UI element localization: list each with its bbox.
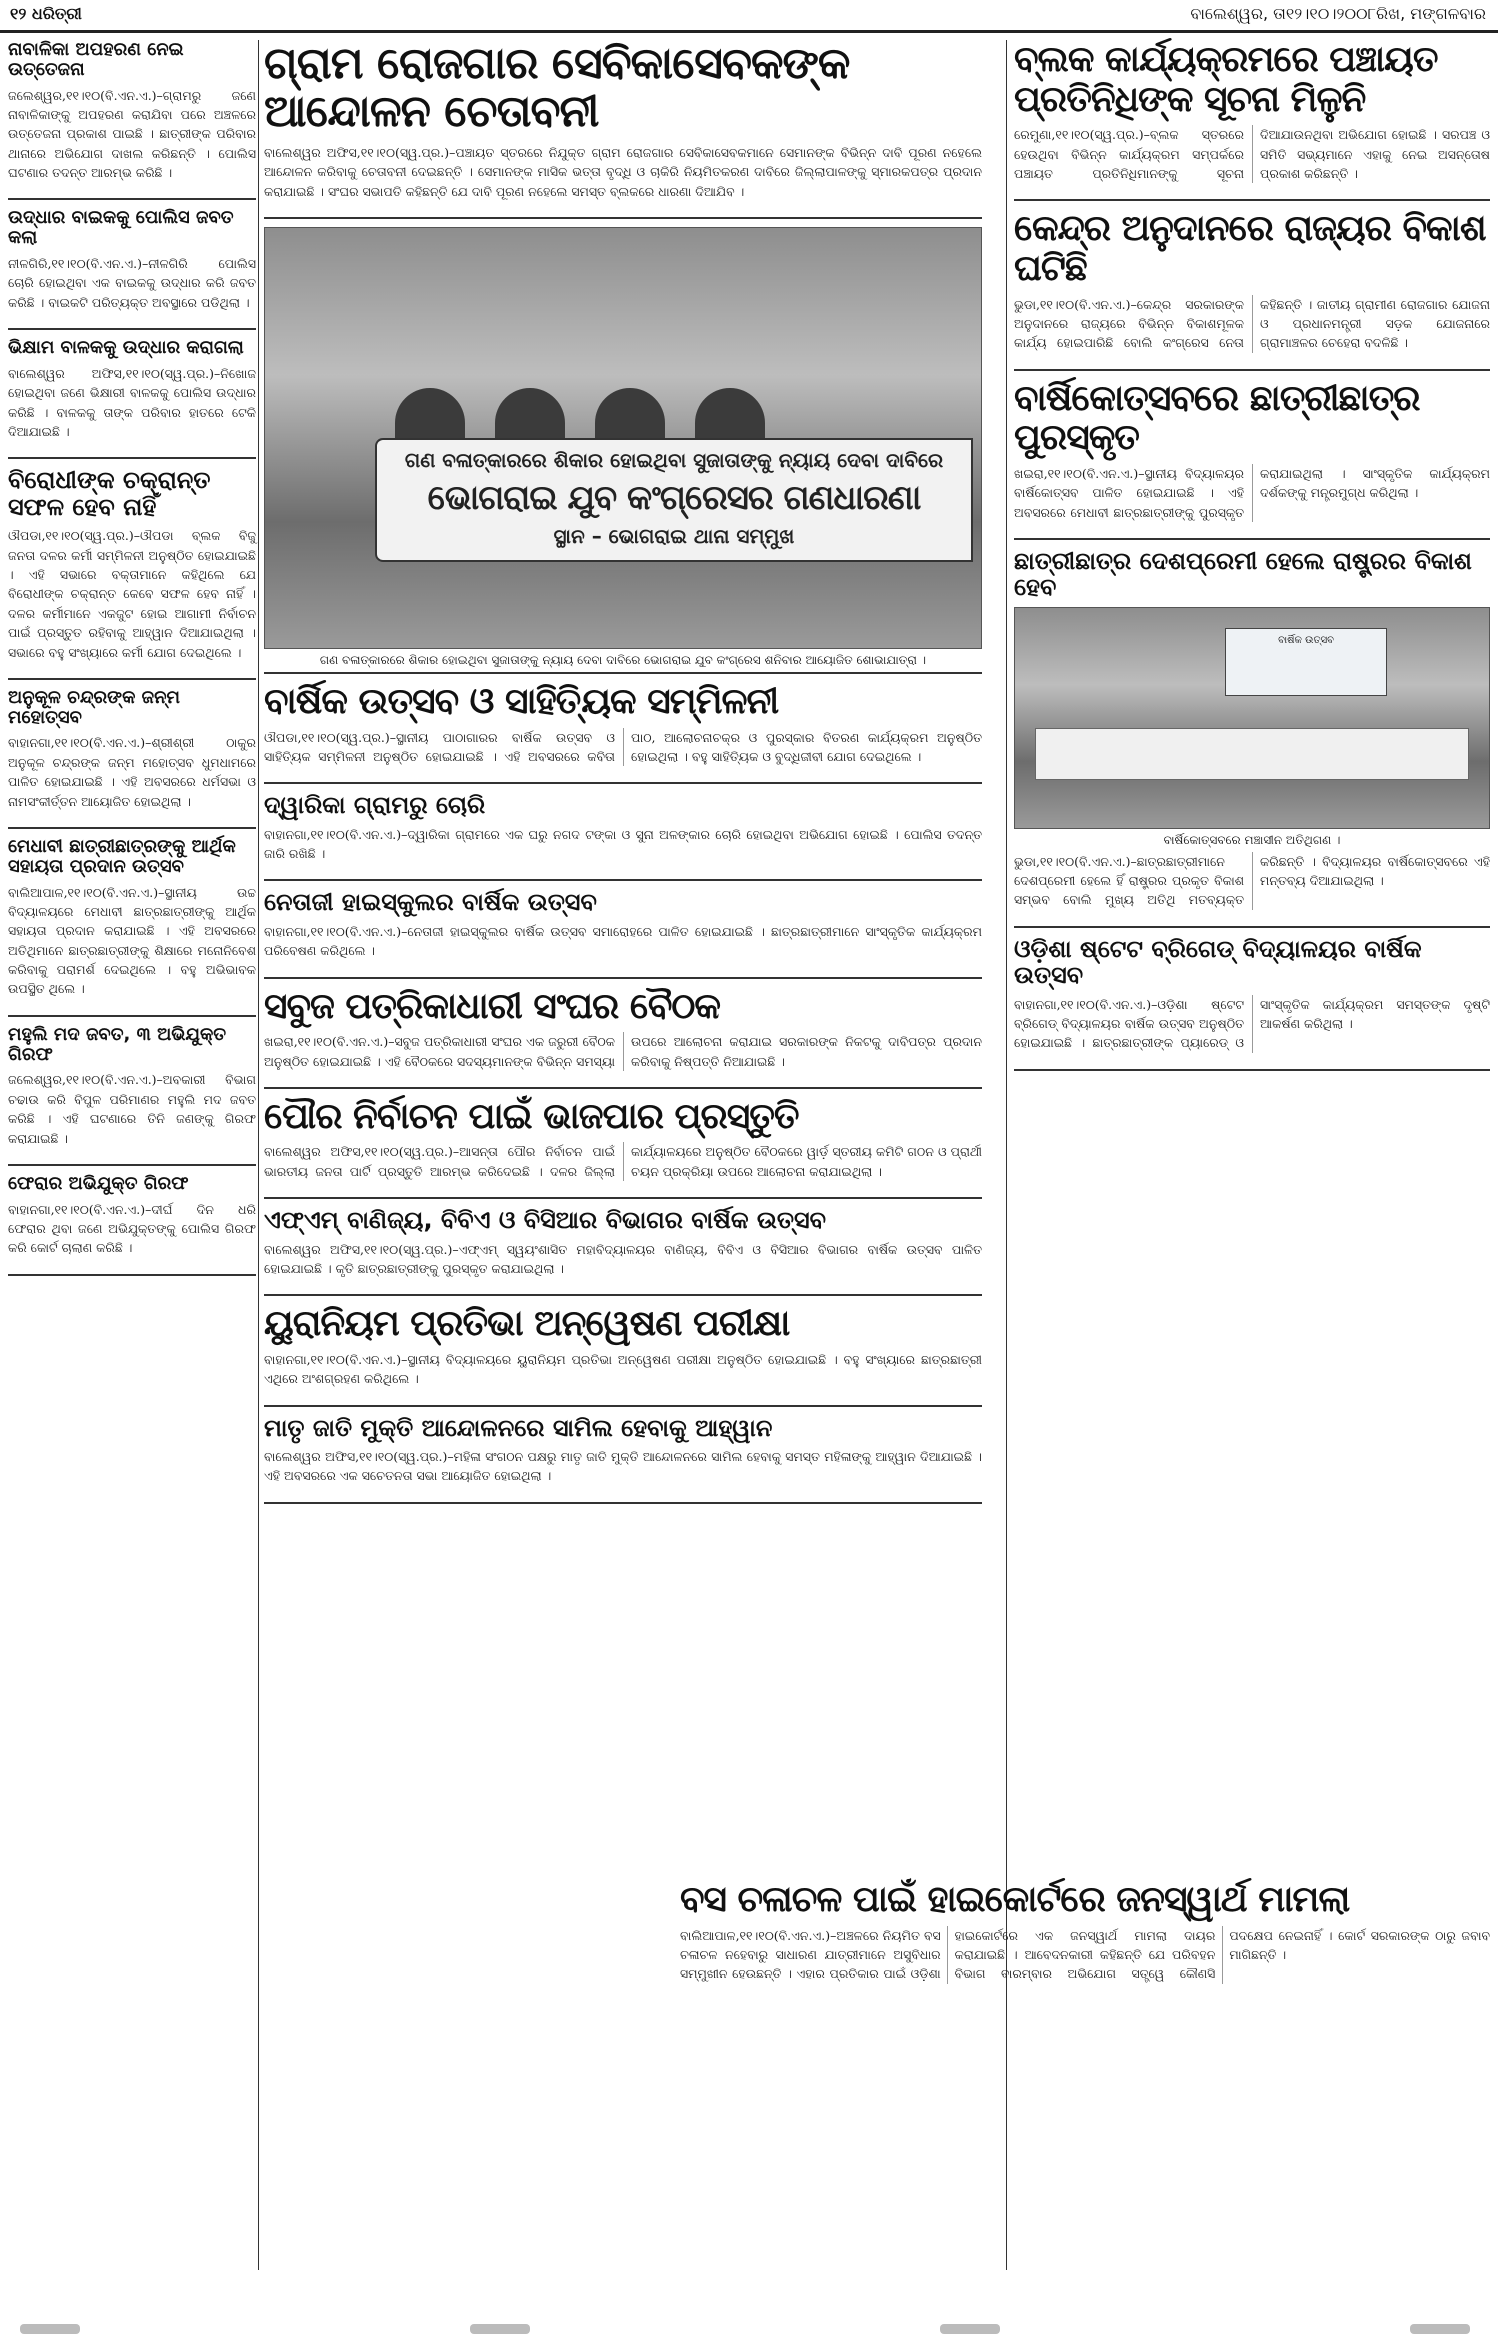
story-body: ଖଇରା,୧୧।୧୦(ବି.ଏନ.ଏ.)–ସ୍ଥାନୀୟ ବିଦ୍ୟାଳୟର ବାର୍ଷିକୋତ୍ସବ ପାଳିତ ହୋଇଯାଇଛି । ଏହି ଅବସରରେ ମେଧାବୀ ଛାତ୍ରଛାତ୍ରୀଙ୍କୁ ପୁରସ୍କୃତ କରାଯାଇଥିଲା । ସାଂସ୍କୃତିକ କାର୍ଯ୍ୟକ୍ରମ ଦର୍ଶକଙ୍କୁ ମନ୍ତ୍ରମୁଗ୍ଧ କରିଥିଲା । (1014, 465, 1490, 520)
story (264, 682, 982, 784)
story (1014, 936, 1490, 1071)
banner-line-3: ସ୍ଥାନ – ଭୋଗରାଇ ଥାନା ସମ୍ମୁଖ (553, 523, 795, 548)
story-headline: ୟୁରାନିୟମ ପ୍ରତିଭା ଅନ୍ୱେଷଣ ପରୀକ୍ଷା (264, 1303, 790, 1345)
story-body: ଖଇରା,୧୧।୧୦(ବି.ଏନ.ଏ.)–ସବୁଜ ପତ୍ରିକାଧାରୀ ସଂଘର ଏକ ଜରୁରୀ ବୈଠକ ଅନୁଷ୍ଠିତ ହୋଇଯାଇଛି । ଏହି ବୈଠକରେ ସଦସ୍ୟମାନଙ୍କ ବିଭିନ୍ନ ସମସ୍ୟା ଉପରେ ଆଲୋଚନା କରାଯାଇ ସରକାରଙ୍କ ନିକଟକୁ ଦାବିପତ୍ର ପ୍ରଦାନ କରିବାକୁ ନିଷ୍ପତ୍ତି ନିଆଯାଇଛି । (264, 1034, 982, 1069)
story-body: ବାହାନଗା,୧୧।୧୦(ବି.ଏନ.ଏ.)–ନେତାଜୀ ହାଇସ୍କୁଲର ବାର୍ଷିକ ଉତ୍ସବ ସମାରୋହରେ ପାଳିତ ହୋଇଯାଇଛି । ଛାତ୍ରଛାତ୍ରୀମାନେ ସାଂସ୍କୃତିକ କାର୍ଯ୍ୟକ୍ରମ ପରିବେଷଣ କରିଥିଲେ । (264, 923, 982, 959)
page-number-and-label (10, 4, 82, 24)
dateline: ବାଲେଶ୍ୱର, ତା୧୨।୧୦।୨୦୦୮ରିଖ, ମଙ୍ଗଳବାର (1190, 4, 1486, 23)
story-body: ଜଲେଶ୍ୱର,୧୧।୧୦(ବି.ଏନ.ଏ.)–ଅବକାରୀ ବିଭାଗ ଚଢାଉ କରି ବିପୁଳ ପରିମାଣର ମହୁଲି ମଦ ଜବତ କରିଛି । ଏହି ଘଟଣାରେ ତିନି ଜଣଙ୍କୁ ଗିରଫ କରାଯାଇଛି । (8, 1072, 256, 1146)
story-headline: ଛାତ୍ରୀଛାତ୍ର ଦେଶପ୍ରେମୀ ହେଲେ ରାଷ୍ଟ୍ରର ବିକାଶ ହେବ (1014, 546, 1472, 602)
photo-caption: ଗଣ ବଳାତ୍କାରରେ ଶିକାର ହୋଇଥିବା ସୁଜାତାଙ୍କୁ ନ୍ୟାୟ ଦେବା ଦାବିରେ ଭୋଗରାଇ ଯୁବ କଂଗ୍ରେସ ଶନିବାର ଆୟୋଜିତ ଶୋଭାଯାତ୍ରା । (264, 649, 982, 674)
rally-photo (264, 227, 982, 649)
story-body: ବାଲେଶ୍ୱର ଅଫିସ,୧୧।୧୦(ସ୍ୱ.ପ୍ର.)–ନିଖୋଜ ହୋଇଥିବା ଜଣେ ଭିକ୍ଷାରୀ ବାଳକକୁ ପୋଲିସ ଉଦ୍ଧାର କରିଛି । ବାଳକକୁ ତାଙ୍କ ପରିବାର ହାତରେ ଟେକି ଦିଆଯାଇଛି । (8, 365, 256, 440)
story-body: ବାଲିଆପାଳ,୧୧।୧୦(ବି.ଏନ.ଏ.)–ସ୍ଥାନୀୟ ଉଚ୍ଚ ବିଦ୍ୟାଳୟରେ ମେଧାବୀ ଛାତ୍ରଛାତ୍ରୀଙ୍କୁ ଆର୍ଥିକ ସହାୟତା ପ୍ରଦାନ କରାଯାଇଛି । ଏହି ଅବସରରେ ଅତିଥିମାନେ ଛାତ୍ରଛାତ୍ରୀଙ୍କୁ ଶିକ୍ଷାରେ ମନୋନିବେଶ କରିବାକୁ ପରାମର୍ଶ ଦେଇଥିଲେ । ବହୁ ଅଭିଭାବକ ଉପସ୍ଥିତ ଥିଲେ । (8, 884, 256, 997)
page-footer (0, 2320, 1498, 2334)
story-headline: ଓଡ଼ିଶା ଷ୍ଟେଟ ବ୍ରିଗେଡ୍ ବିଦ୍ୟାଳୟର ବାର୍ଷିକ ଉତ୍ସବ (1014, 934, 1422, 990)
story (1014, 548, 1490, 928)
story (8, 688, 256, 829)
stage-photo (1014, 607, 1490, 829)
story-headline: ଭିକ୍ଷାମ ବାଳକକୁ ଉଦ୍ଧାର କରାଗଲା (8, 337, 244, 359)
story (264, 1097, 982, 1199)
story-headline: ନେତାଜୀ ହାଇସ୍କୁଲର ବାର୍ଷିକ ଉତ୍ସବ (264, 888, 597, 917)
story-body: ବାହାନଗା,୧୧।୧୦(ବି.ଏନ.ଏ.)–ଶ୍ରୀଶ୍ରୀ ଠାକୁର ଅନୁକୂଳ ଚନ୍ଦ୍ରଙ୍କ ଜନ୍ମ ମହୋତ୍ସବ ଧୁମଧାମରେ ପାଳିତ ହୋଇଯାଇଛି । ଏହି ଅବସରରେ ଧର୍ମସଭା ଓ ନାମସଂକୀର୍ତ୍ତନ ଆୟୋଜିତ ହୋଇଥିଲା । (8, 735, 256, 809)
left-column (8, 40, 256, 1284)
story (1014, 209, 1490, 370)
story (8, 338, 256, 459)
story-body: ବାହାନଗା,୧୧।୧୦(ବି.ଏନ.ଏ.)–ଓଡ଼ିଶା ଷ୍ଟେଟ ବ୍ରିଗେଡ୍ ବିଦ୍ୟାଳୟର ବାର୍ଷିକ ଉତ୍ସବ ଅନୁଷ୍ଠିତ ହୋଇଯାଇଛି । ଛାତ୍ରଛାତ୍ରୀଙ୍କ ପ୍ୟାରେଡ୍ ଓ ସାଂସ୍କୃତିକ କାର୍ଯ୍ୟକ୍ରମ ସମସ୍ତଙ୍କ ଦୃଷ୍ଟି ଆକର୍ଷଣ କରିଥିଲା । (1014, 996, 1490, 1051)
story (8, 1025, 256, 1166)
footer-bar (1410, 2324, 1470, 2334)
story-headline: ମେଧାବୀ ଛାତ୍ରୀଛାତ୍ରଙ୍କୁ ଆର୍ଥିକ ସହାୟତା ପ୍ରଦାନ ଉତ୍ସବ (8, 835, 236, 877)
story (1014, 379, 1490, 540)
story-body: ଜଲେଶ୍ୱର,୧୧।୧୦(ବି.ଏନ.ଏ.)–ଗ୍ରାମରୁ ଜଣେ ନାବାଳିକାଙ୍କୁ ଅପହରଣ କରାଯିବା ପରେ ଅଞ୍ଚଳରେ ଉତ୍ତେଜନା ପ୍ରକାଶ ପାଇଛି । ଛାତ୍ରୀଙ୍କ ପରିବାର ଥାନାରେ ଅଭିଯୋଗ ଦାଖଲ କରିଛନ୍ତି । ପୋଲିସ ଘଟଣାର ତଦନ୍ତ ଆରମ୍ଭ କରିଛି । (8, 87, 256, 181)
story-headline: ଦ୍ୱାରିକା ଗ୍ରାମରୁ ଚୋରି (264, 791, 486, 820)
stage-table (1035, 728, 1469, 780)
story-headline: ଫେରାର ଅଭିଯୁକ୍ତ ଗିରଫ (8, 1172, 189, 1194)
page-number: ୧୨ (10, 4, 27, 23)
story-headline: ବିରୋଧୀଙ୍କ ଚକ୍ରାନ୍ତ ସଫଳ ହେବ ନାହିଁ (8, 466, 211, 521)
story-headline: ଅନୁକୂଳ ଚନ୍ଦ୍ରଙ୍କ ଜନ୍ମ ମହୋତ୍ସବ (8, 686, 180, 728)
story-body: ଭୁଡା,୧୧।୧୦(ବି.ଏନ.ଏ.)–ଛାତ୍ରଛାତ୍ରୀମାନେ ଦେଶପ୍ରେମୀ ହେଲେ ହିଁ ରାଷ୍ଟ୍ରର ପ୍ରକୃତ ବିକାଶ ସମ୍ଭବ ବୋଲି ମୁଖ୍ୟ ଅତିଥି ମତବ୍ୟକ୍ତ କରିଛନ୍ତି । ବିଦ୍ୟାଳୟର ବାର୍ଷିକୋତ୍ସବରେ ଏହି ମନ୍ତବ୍ୟ ଦିଆଯାଇଥିଲା । (1014, 853, 1490, 908)
story (264, 987, 982, 1089)
banner-line-1: ଗଣ ବଳାତ୍କାରରେ ଶିକାର ହୋଇଥିବା ସୁଜାତାଙ୍କୁ ନ୍ୟାୟ ଦେବା ଦାବିରେ (404, 447, 944, 472)
bottom-story (680, 1880, 1490, 1992)
story-body: ଔପଡା,୧୧।୧୦(ସ୍ୱ.ପ୍ର.)–ସ୍ଥାନୀୟ ପାଠାଗାରର ବାର୍ଷିକ ଉତ୍ସବ ଓ ସାହିତ୍ୟିକ ସମ୍ମିଳନୀ ଅନୁଷ୍ଠିତ ହୋଇଯାଇଛି । ଏହି ଅବସରରେ କବିତା ପାଠ, ଆଲୋଚନାଚକ୍ର ଓ ପୁରସ୍କାର ବିତରଣ କାର୍ଯ୍ୟକ୍ରମ ଅନୁଷ୍ଠିତ ହୋଇଥିଲା । ବହୁ ସାହିତ୍ୟିକ ଓ ବୁଦ୍ଧିଜୀବୀ ଯୋଗ ଦେଇଥିଲେ । (264, 729, 982, 764)
footer-bar (940, 2324, 1000, 2334)
story (8, 40, 256, 200)
footer-bar (20, 2324, 80, 2334)
column-rule (258, 40, 259, 2270)
story-headline: ବସ ଚଳାଚଳ ପାଇଁ ହାଇକୋର୍ଟରେ ଜନସ୍ୱାର୍ଥ ମାମଲା (680, 1879, 1350, 1920)
story-body: ବାଲେଶ୍ୱର ଅଫିସ,୧୧।୧୦(ସ୍ୱ.ପ୍ର.)–ଏଫ୍‌ଏମ୍ ସ୍ୱୟଂଶାସିତ ମହାବିଦ୍ୟାଳୟର ବାଣିଜ୍ୟ, ବିବିଏ ଓ ବିସିଆର ବିଭାଗର ବାର୍ଷିକ ଉତ୍ସବ ପାଳିତ ହୋଇଯାଇଛି । କୃତି ଛାତ୍ରଛାତ୍ରୀଙ୍କୁ ପୁରସ୍କୃତ କରାଯାଇଥିଲା । (264, 1241, 982, 1276)
story-headline: ନାବାଳିକା ଅପହରଣ ନେଇ ଉତ୍ତେଜନା (8, 39, 184, 80)
lead-headline: ଗ୍ରାମ ରୋଜଗାର ସେବିକାସେବକଙ୍କ ଆନ୍ଦୋଳନ ଚେତାବନୀ (264, 38, 850, 138)
story-body: ବାଲେଶ୍ୱର ଅଫିସ,୧୧।୧୦(ସ୍ୱ.ପ୍ର.)–ମହିଳା ସଂଗଠନ ପକ୍ଷରୁ ମାତୃ ଜାତି ମୁକ୍ତି ଆନ୍ଦୋଳନରେ ସାମିଲ ହେବାକୁ ସମସ୍ତ ମହିଳାଙ୍କୁ ଆହ୍ୱାନ ଦିଆଯାଇଛି । ଏହି ଅବସରରେ ଏକ ସଚେତନତା ସଭା ଆୟୋଜିତ ହୋଇଥିଲା । (264, 1449, 982, 1484)
story-body: ବାହାନଗା,୧୧।୧୦(ବି.ଏନ.ଏ.)–ଦୀର୍ଘ ଦିନ ଧରି ଫେରାର ଥିବା ଜଣେ ଅଭିଯୁକ୍ତଙ୍କୁ ପୋଲିସ ଗିରଫ କରି କୋର୍ଟ ଚାଲାଣ କରିଛି । (8, 1201, 256, 1256)
story (8, 208, 256, 330)
footer-bar (470, 2324, 530, 2334)
story-body: ବାଲେଶ୍ୱର ଅଫିସ,୧୧।୧୦(ସ୍ୱ.ପ୍ର.)–ଆସନ୍ତା ପୌର ନିର୍ବାଚନ ପାଇଁ ଭାରତୀୟ ଜନତା ପାର୍ଟି ପ୍ରସ୍ତୁତି ଆରମ୍ଭ କରିଦେଇଛି । ଦଳର ଜିଲ୍ଲା କାର୍ଯ୍ୟାଳୟରେ ଅନୁଷ୍ଠିତ ବୈଠକରେ ୱାର୍ଡ଼ ସ୍ତରୀୟ କମିଟି ଗଠନ ଓ ପ୍ରାର୍ଥୀ ଚୟନ ପ୍ରକ୍ରିୟା ଉପରେ ଆଲୋଚନା କରାଯାଇଥିଲା । (264, 1144, 982, 1179)
story (8, 1174, 256, 1276)
story-headline: ପୌର ନିର୍ବାଚନ ପାଇଁ ଭାଜପାର ପ୍ରସ୍ତୁତି (264, 1095, 799, 1137)
story-headline: ଉଦ୍ଧାର ବାଇକକୁ ପୋଲିସ ଜବତ କଲା (8, 207, 234, 249)
center-column (264, 40, 982, 1512)
story-body: ବାହାନଗା,୧୧।୧୦(ବି.ଏନ.ଏ.)–ସ୍ଥାନୀୟ ବିଦ୍ୟାଳୟରେ ୟୁରାନିୟମ ପ୍ରତିଭା ଅନ୍ୱେଷଣ ପରୀକ୍ଷା ଅନୁଷ୍ଠିତ ହୋଇଯାଇଛି । ବହୁ ସଂଖ୍ୟାରେ ଛାତ୍ରଛାତ୍ରୀ ଏଥିରେ ଅଂଶଗ୍ରହଣ କରିଥିଲେ । (264, 1351, 982, 1387)
story-headline: ବ୍ଲକ କାର୍ଯ୍ୟକ୍ରମରେ ପଞ୍ଚାୟତ ପ୍ରତିନିଧିଙ୍କ ସୂଚନା ମିଳୁନି (1014, 39, 1438, 120)
stage-banner: ବାର୍ଷିକ ଉତ୍ସବ (1225, 628, 1387, 696)
story (264, 1304, 982, 1406)
story-body: ଭୁଡା,୧୧।୧୦(ବି.ଏନ.ଏ.)–କେନ୍ଦ୍ର ସରକାରଙ୍କ ଅନୁଦାନରେ ରାଜ୍ୟରେ ବିଭିନ୍ନ ବିକାଶମୂଳକ କାର୍ଯ୍ୟ ହୋଇପାରିଛି ବୋଲି କଂଗ୍ରେସ ନେତା କହିଛନ୍ତି । ଜାତୀୟ ଗ୍ରାମୀଣ ରୋଜଗାର ଯୋଜନା ଓ ପ୍ରଧାନମନ୍ତ୍ରୀ ସଡ଼କ ଯୋଜନାରେ ଗ୍ରାମାଞ୍ଚଳର ଚେହେରା ବଦଳିଛି । (1014, 296, 1490, 351)
story-headline: ମାତୃ ଜାତି ମୁକ୍ତି ଆନ୍ଦୋଳନରେ ସାମିଲ ହେବାକୁ ଆହ୍ୱାନ (264, 1413, 773, 1442)
photo-caption: ବାର୍ଷିକୋତ୍ସବରେ ମଞ୍ଚାସୀନ ଅତିଥିଗଣ । (1163, 832, 1341, 847)
story-headline: ସବୁଜ ପତ୍ରିକାଧାରୀ ସଂଘର ବୈଠକ (264, 985, 721, 1027)
right-column (1014, 40, 1490, 1079)
page-header (0, 0, 1498, 33)
lead-story (264, 40, 982, 219)
story (264, 792, 982, 881)
banner-line-2: ଭୋଗରାଇ ଯୁବ କଂଗ୍ରେସର ଗଣଧାରଣା (427, 477, 921, 518)
story (264, 1207, 982, 1296)
story-headline: ମହୁଲି ମଦ ଜବତ, ୩ ଅଭିଯୁକ୍ତ ଗିରଫ (8, 1023, 227, 1065)
page-label: ଧରିତ୍ରୀ (31, 4, 82, 23)
story-body: ନୀଳଗିରି,୧୧।୧୦(ବି.ଏନ.ଏ.)–ନୀଳଗିରି ପୋଲିସ ଚୋରି ହୋଇଥିବା ଏକ ବାଇକକୁ ଉଦ୍ଧାର କରି ଜବତ କରିଛି । ବାଇକଟି ପରିତ୍ୟକ୍ତ ଅବସ୍ଥାରେ ପଡିଥିଲା । (8, 256, 256, 310)
story (264, 1415, 982, 1504)
story (1014, 40, 1490, 201)
lead-body: ବାଲେଶ୍ୱର ଅଫିସ,୧୧।୧୦(ସ୍ୱ.ପ୍ର.)–ପଞ୍ଚାୟତ ସ୍ତରରେ ନିଯୁକ୍ତ ଗ୍ରାମ ରୋଜଗାର ସେବିକାସେବକମାନେ ସେମାନଙ୍କ ବିଭିନ୍ନ ଦାବି ପୂରଣ ନହେଲେ ଆନ୍ଦୋଳନ କରିବାକୁ ଚେତାବନୀ ଦେଇଛନ୍ତି । ସେମାନଙ୍କ ମାସିକ ଭତ୍ତା ବୃଦ୍ଧି ଓ ଚାକିରି ନିୟମିତକରଣ ଦାବିରେ ଜିଲ୍ଲାପାଳଙ୍କୁ ସ୍ମାରକପତ୍ର ପ୍ରଦାନ କରାଯାଇଛି । ସଂଘର ସଭାପତି କହିଛନ୍ତି ଯେ ଦାବି ପୂରଣ ନହେଲେ ସମସ୍ତ ବ୍ଲକରେ ଧାରଣା ଦିଆଯିବ । (264, 144, 982, 199)
story-headline: ଏଫ୍‌ଏମ୍ ବାଣିଜ୍ୟ, ବିବିଏ ଓ ବିସିଆର ବିଭାଗର ବାର୍ଷିକ ଉତ୍ସବ (264, 1206, 827, 1235)
story (264, 889, 982, 978)
story-body: ରେମୁଣା,୧୧।୧୦(ସ୍ୱ.ପ୍ର.)–ବ୍ଲକ ସ୍ତରରେ ହେଉଥିବା ବିଭିନ୍ନ କାର୍ଯ୍ୟକ୍ରମ ସମ୍ପର୍କରେ ପଞ୍ଚାୟତ ପ୍ରତିନିଧିମାନଙ୍କୁ ସୂଚନା ଦିଆଯାଉନଥିବା ଅଭିଯୋଗ ହୋଇଛି । ସରପଞ୍ଚ ଓ ସମିତି ସଭ୍ୟମାନେ ଏହାକୁ ନେଇ ଅସନ୍ତୋଷ ପ୍ରକାଶ କରିଛନ୍ତି । (1014, 127, 1490, 181)
story-body: ଔପଡା,୧୧।୧୦(ସ୍ୱ.ପ୍ର.)–ଔପଡା ବ୍ଲକ ବିଜୁ ଜନତା ଦଳର କର୍ମୀ ସମ୍ମିଳନୀ ଅନୁଷ୍ଠିତ ହୋଇଯାଇଛି । ଏହି ସଭାରେ ବକ୍ତାମାନେ କହିଥିଲେ ଯେ ବିରୋଧୀଙ୍କ ଚକ୍ରାନ୍ତ କେବେ ସଫଳ ହେବ ନାହିଁ । ଦଳର କର୍ମୀମାନେ ଏକଜୁଟ ହୋଇ ଆଗାମୀ ନିର୍ବାଚନ ପାଇଁ ପ୍ରସ୍ତୁତ ରହିବାକୁ ଆହ୍ୱାନ ଦିଆଯାଇଥିଲା । ସଭାରେ ବହୁ ସଂଖ୍ୟାରେ କର୍ମୀ ଯୋଗ ଦେଇଥିଲେ । (8, 528, 256, 660)
story (8, 837, 256, 1017)
story-headline: ବାର୍ଷିକୋତ୍ସବରେ ଛାତ୍ରୀଛାତ୍ର ପୁରସ୍କୃତ (1014, 377, 1420, 459)
story-body: ବାଲିଆପାଳ,୧୧।୧୦(ବି.ଏନ.ଏ.)–ଅଞ୍ଚଳରେ ନିୟମିତ ବସ ଚଳାଚଳ ନହେବାରୁ ସାଧାରଣ ଯାତ୍ରୀମାନେ ଅସୁବିଧାର ସମ୍ମୁଖୀନ ହେଉଛନ୍ତି । ଏହାର ପ୍ରତିକାର ପାଇଁ ଓଡ଼ିଶା ହାଇକୋର୍ଟରେ ଏକ ଜନସ୍ୱାର୍ଥ ମାମଲା ଦାୟର କରାଯାଇଛି । ଆବେଦନକାରୀ କହିଛନ୍ତି ଯେ ପରିବହନ ବିଭାଗ ବାରମ୍ବାର ଅଭିଯୋଗ ସତ୍ତ୍ୱେ କୌଣସି ପଦକ୍ଷେପ ନେଇନାହିଁ । କୋର୍ଟ ସରକାରଙ୍କ ଠାରୁ ଜବାବ ମାଗିଛନ୍ତି । (680, 1927, 1490, 1982)
story-headline: କେନ୍ଦ୍ର ଅନୁଦାନରେ ରାଜ୍ୟର ବିକାଶ ଘଟିଛି (1014, 208, 1486, 289)
story-headline: ବାର୍ଷିକ ଉତ୍ସବ ଓ ସାହିତ୍ୟିକ ସମ୍ମିଳନୀ (264, 680, 779, 722)
rally-banner (375, 438, 973, 562)
story (8, 467, 256, 679)
story-body: ବାହାନଗା,୧୧।୧୦(ବି.ଏନ.ଏ.)–ଦ୍ୱାରିକା ଗ୍ରାମରେ ଏକ ଘରୁ ନଗଦ ଟଙ୍କା ଓ ସୁନା ଅଳଙ୍କାର ଚୋରି ହୋଇଥିବା ଅଭିଯୋଗ ହୋଇଛି । ପୋଲିସ ତଦନ୍ତ ଜାରି ରଖିଛି । (264, 826, 982, 862)
